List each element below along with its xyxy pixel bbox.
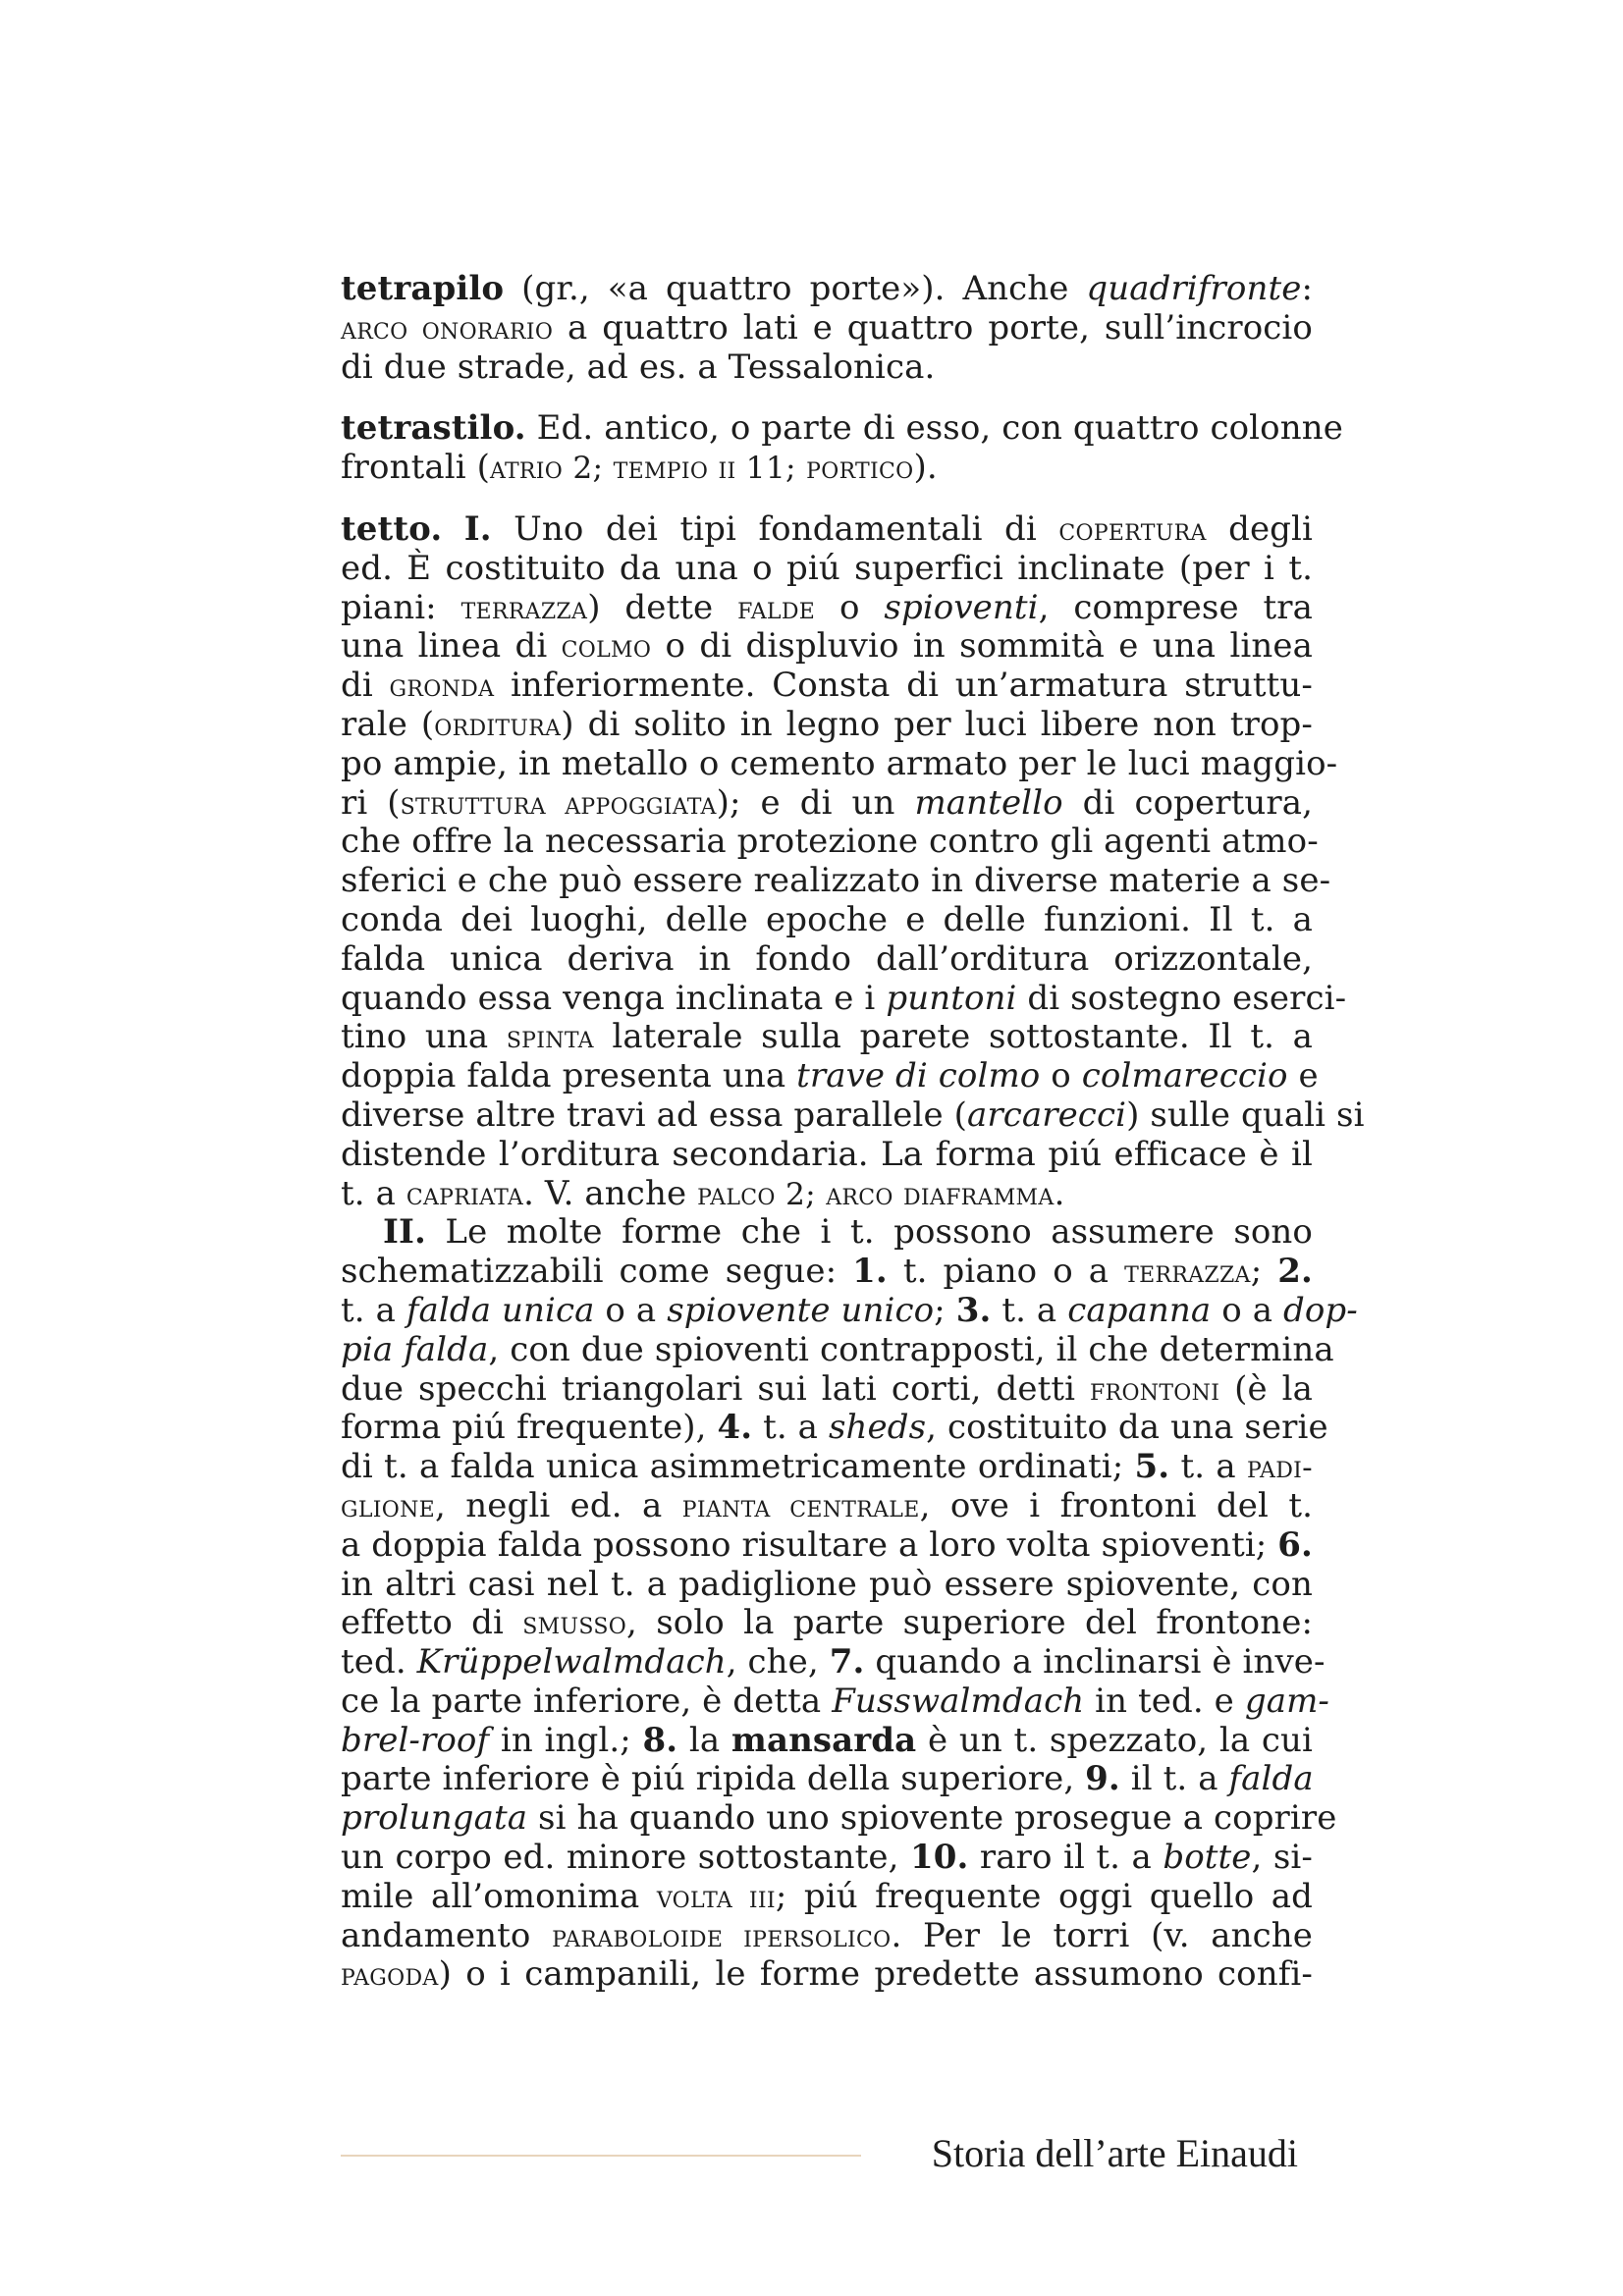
text-run: ed. È costituito da una o piú superfici inclinate (per i t.: [341, 548, 1313, 588]
text-run: ) di solito in legno per luci libere non trop-: [561, 704, 1313, 744]
text-run: ).: [913, 448, 938, 488]
italic-text: gam-: [1244, 1681, 1329, 1721]
text-run: ;: [1250, 1252, 1278, 1292]
text-line: [341, 1175, 1313, 1214]
text-run: , si-: [1251, 1838, 1313, 1878]
text-run: di t. a falda unica asimmetricamente ordinati;: [341, 1447, 1135, 1487]
text-run: , ove i frontoni del t.: [919, 1485, 1313, 1525]
text-run: ) dette: [587, 587, 738, 627]
text-line: [341, 1095, 1365, 1136]
cross-reference: gronda: [389, 668, 495, 705]
text-run: in ted. e: [1084, 1681, 1245, 1721]
bold-text: 3.: [955, 1290, 992, 1330]
text-line: [341, 1018, 1313, 1057]
text-run: . V. anche: [523, 1173, 698, 1213]
text-run: t. piano o a: [887, 1252, 1125, 1292]
italic-text: falda unica: [406, 1290, 595, 1330]
text-line: [341, 1213, 1313, 1253]
text-run: (gr., «a quattro porte»). Anche: [504, 269, 1087, 308]
bold-text: 5.: [1134, 1447, 1170, 1487]
text-line: [341, 550, 1313, 589]
text-line: [341, 1136, 1313, 1175]
text-run: mile all’omonima: [341, 1876, 657, 1916]
footer-rule: [341, 2155, 861, 2157]
text-line: [341, 978, 1347, 1019]
italic-text: Fusswalmdach: [832, 1681, 1085, 1721]
italic-text: puntoni: [886, 978, 1017, 1018]
text-run: quando a inclinarsi è inve-: [864, 1642, 1325, 1682]
text-run: ; piú frequente oggi quello ad: [775, 1876, 1313, 1916]
text-line: [341, 589, 1313, 628]
text-run: t. a: [991, 1290, 1068, 1330]
text-run: , comprese tra: [1038, 587, 1313, 627]
text-run: ); e di un: [716, 782, 915, 823]
text-line: [341, 1253, 1313, 1292]
italic-text: brel-roof: [341, 1720, 490, 1760]
text-run: rale (: [341, 704, 435, 744]
bold-text: I.: [463, 508, 492, 549]
cross-reference: frontoni: [1090, 1371, 1220, 1408]
cross-reference: pagoda: [341, 1957, 439, 1994]
text-run: o: [815, 587, 885, 627]
text-run: , costituito da una serie: [926, 1408, 1328, 1448]
text-line: [341, 449, 1313, 488]
text-line: [341, 706, 1313, 745]
text-run: o: [1040, 1056, 1082, 1096]
text-run: effetto di: [341, 1603, 523, 1643]
cross-reference: spinta: [506, 1020, 594, 1056]
text-run: falda unica deriva in fondo dall’orditura orizzontale,: [341, 938, 1313, 979]
cross-reference: padi-: [1246, 1450, 1314, 1486]
bold-text: 6.: [1277, 1524, 1313, 1565]
text-line: [341, 901, 1313, 940]
bold-text: mansarda: [730, 1720, 917, 1760]
text-run: t. a: [1169, 1447, 1247, 1487]
cross-reference: atrio 2; tempio ii 11; portico: [489, 451, 914, 487]
text-line: [341, 1526, 1313, 1566]
text-line: [341, 1566, 1313, 1605]
text-run: laterale sulla parete sottostante. Il t. a: [593, 1017, 1313, 1057]
text-line: [341, 1722, 1313, 1761]
text-run: distende l’orditura secondaria. La forma piú efficace è il: [341, 1134, 1313, 1174]
bold-text: 4.: [717, 1408, 753, 1448]
text-line: [341, 1370, 1313, 1410]
text-run: di sostegno eserci-: [1016, 978, 1347, 1018]
bold-text: tetrapilo: [341, 269, 505, 308]
text-line: [341, 1798, 1337, 1839]
italic-text: quadrifronte: [1086, 269, 1302, 308]
text-run: doppia falda presenta una: [341, 1056, 797, 1096]
text-line: [341, 1604, 1313, 1643]
text-run: due specchi triangolari sui lati corti, detti: [341, 1368, 1091, 1409]
italic-text: mantello: [914, 782, 1063, 823]
bold-text: tetto.: [341, 508, 443, 549]
text-run: parte inferiore è piú ripida della superiore,: [341, 1759, 1086, 1799]
text-run: , negli ed. a: [435, 1485, 682, 1525]
cross-reference: arco onorario: [341, 310, 554, 347]
italic-text: arcarecci: [967, 1095, 1127, 1135]
text-run: e: [1287, 1056, 1319, 1096]
cross-reference: copertura: [1058, 511, 1207, 548]
text-run: ;: [934, 1290, 956, 1330]
text-line: [341, 861, 1331, 901]
text-run: a quattro lati e quattro porte, sull’incrocio: [553, 307, 1313, 347]
text-run: , solo la parte superiore del frontone:: [626, 1603, 1314, 1643]
cross-reference: glione: [341, 1488, 436, 1524]
cross-reference: capriata: [406, 1176, 524, 1212]
footer-title: Storia dell’arte Einaudi: [931, 2131, 1298, 2175]
text-run: in ingl.;: [489, 1720, 643, 1760]
text-run: ) o i campanili, le forme predette assumono confi-: [438, 1954, 1313, 1995]
text-run: a doppia falda possono risultare a loro volta spioventi;: [341, 1524, 1278, 1565]
text-line: [341, 309, 1313, 348]
text-run: o a: [1211, 1290, 1283, 1330]
entry-tetto: [341, 508, 1365, 1995]
text-run: di copertura,: [1062, 782, 1313, 823]
text-run: andamento: [341, 1915, 553, 1955]
text-run: Le molte forme che i t. possono assumere sono: [425, 1212, 1313, 1253]
text-run: piani:: [341, 587, 461, 627]
text-run: schematizzabili come segue:: [341, 1252, 853, 1292]
text-run: Ed. antico, o parte di esso, con quattro colonne: [525, 408, 1343, 449]
text-line: [341, 1290, 1358, 1331]
text-line: [341, 1642, 1325, 1682]
text-run: Uno dei tipi fondamentali di: [491, 508, 1059, 549]
text-line: [341, 270, 1313, 309]
text-run: diverse altre travi ad essa parallele (: [341, 1095, 967, 1135]
text-line: [341, 1487, 1313, 1526]
italic-text: spiovente unico: [667, 1290, 935, 1330]
text-line: [341, 1839, 1313, 1878]
cross-reference: paraboloide ipersolico: [552, 1918, 892, 1954]
text-line: [341, 1760, 1313, 1799]
italic-text: pia falda: [341, 1329, 489, 1369]
text-line: [341, 1955, 1313, 1995]
text-run: ) sulle quali si: [1126, 1095, 1365, 1135]
text-line: [341, 1681, 1329, 1722]
text-run: in altri casi nel t. a padiglione può essere spiovente, con: [341, 1564, 1313, 1604]
text-run: il t. a: [1119, 1759, 1229, 1799]
text-run: che offre la necessaria protezione contro gli agenti atmo-: [341, 822, 1319, 862]
text-run: degli: [1206, 508, 1313, 549]
cross-reference: volta iii: [656, 1879, 776, 1915]
cross-reference: terrazza: [460, 590, 588, 626]
cross-reference: falde: [737, 590, 816, 626]
text-line: [341, 1408, 1328, 1448]
text-run: t. a: [341, 1290, 406, 1330]
italic-text: trave di colmo: [796, 1056, 1041, 1096]
text-run: t. a: [752, 1408, 829, 1448]
text-run: [442, 509, 463, 549]
text-run: inferiormente. Consta di un’armatura struttu-: [494, 666, 1313, 706]
text-run: si ha quando uno spiovente prosegue a coprire: [527, 1798, 1337, 1839]
bold-text: 10.: [909, 1838, 969, 1878]
text-line: [341, 1056, 1319, 1096]
text-run: po ampie, in metallo o cemento armato per le luci maggio-: [341, 743, 1338, 783]
text-line: [341, 940, 1313, 980]
text-run: forma piú frequente),: [341, 1408, 718, 1448]
text-line: [341, 822, 1319, 862]
text-run: di: [341, 666, 390, 706]
italic-text: botte: [1163, 1838, 1252, 1878]
text-run: ri (: [341, 782, 401, 823]
text-line: [341, 743, 1338, 784]
text-run: , con due spioventi contrapposti, il che determina: [488, 1329, 1334, 1369]
cross-reference: colmo: [561, 629, 652, 666]
dictionary-text-block: [341, 269, 1365, 1995]
italic-text: spioventi: [884, 587, 1039, 627]
cross-reference: palco 2; arco diaframma: [697, 1176, 1055, 1212]
italic-text: capanna: [1067, 1290, 1212, 1330]
text-run: raro il t. a: [968, 1838, 1163, 1878]
text-run: .: [1054, 1173, 1065, 1213]
text-run: è un t. spezzato, la cui: [916, 1720, 1313, 1760]
cross-reference: orditura: [434, 707, 562, 743]
entry-tetrapilo: [341, 270, 1313, 387]
cross-reference: terrazza: [1124, 1255, 1251, 1291]
bold-text: 8.: [642, 1720, 678, 1760]
text-run: o a: [594, 1290, 668, 1330]
text-line: [341, 627, 1313, 667]
text-run: quando essa venga inclinata e i: [341, 978, 887, 1018]
text-run: di due strade, ad es. a Tessalonica.: [341, 347, 936, 387]
italic-text: prolungata: [341, 1798, 528, 1839]
text-run: una linea di: [341, 626, 562, 667]
bold-text: 1.: [852, 1252, 888, 1292]
text-run: ce la parte inferiore, è detta: [341, 1681, 833, 1721]
bold-text: 7.: [829, 1642, 865, 1682]
text-run: la: [677, 1720, 731, 1760]
text-line: [341, 510, 1313, 550]
text-run: ted.: [341, 1642, 417, 1682]
text-run: . Per le torri (v. anche: [891, 1915, 1313, 1955]
italic-text: colmareccio: [1081, 1056, 1288, 1096]
text-line: [341, 784, 1313, 824]
entry-tetrastilo: [341, 408, 1343, 488]
text-run: tino una: [341, 1017, 507, 1057]
italic-text: falda: [1228, 1759, 1314, 1799]
bold-text: II.: [383, 1212, 426, 1253]
text-line: [341, 1917, 1313, 1956]
text-run: o di displuvio in sommità e una linea: [651, 626, 1313, 667]
text-run: , che,: [726, 1642, 830, 1682]
text-run: :: [1301, 269, 1313, 308]
footer: [341, 2130, 1313, 2179]
text-line: [341, 1878, 1313, 1917]
bold-text: 2.: [1277, 1252, 1313, 1292]
cross-reference: pianta centrale: [681, 1488, 920, 1524]
italic-text: Krüppelwalmdach: [416, 1642, 727, 1682]
text-run: (è la: [1219, 1368, 1313, 1409]
text-line: [341, 408, 1343, 449]
text-line: [341, 1329, 1334, 1370]
text-run: un corpo ed. minore sottostante,: [341, 1838, 910, 1878]
bold-text: 9.: [1085, 1759, 1120, 1799]
italic-text: sheds: [828, 1408, 927, 1448]
italic-text: dop-: [1282, 1290, 1358, 1330]
text-line: [341, 1448, 1313, 1487]
text-line: [341, 667, 1313, 706]
text-run: frontali (: [341, 448, 490, 488]
cross-reference: smusso: [522, 1606, 627, 1642]
text-run: t. a: [341, 1173, 406, 1213]
cross-reference: struttura appoggiata: [400, 785, 717, 822]
text-run: sferici e che può essere realizzato in diverse materie a se-: [341, 861, 1331, 901]
bold-text: tetrastilo.: [341, 408, 526, 449]
text-line: [341, 348, 1313, 388]
text-run: conda dei luoghi, delle epoche e delle funzioni. Il t. a: [341, 899, 1313, 939]
